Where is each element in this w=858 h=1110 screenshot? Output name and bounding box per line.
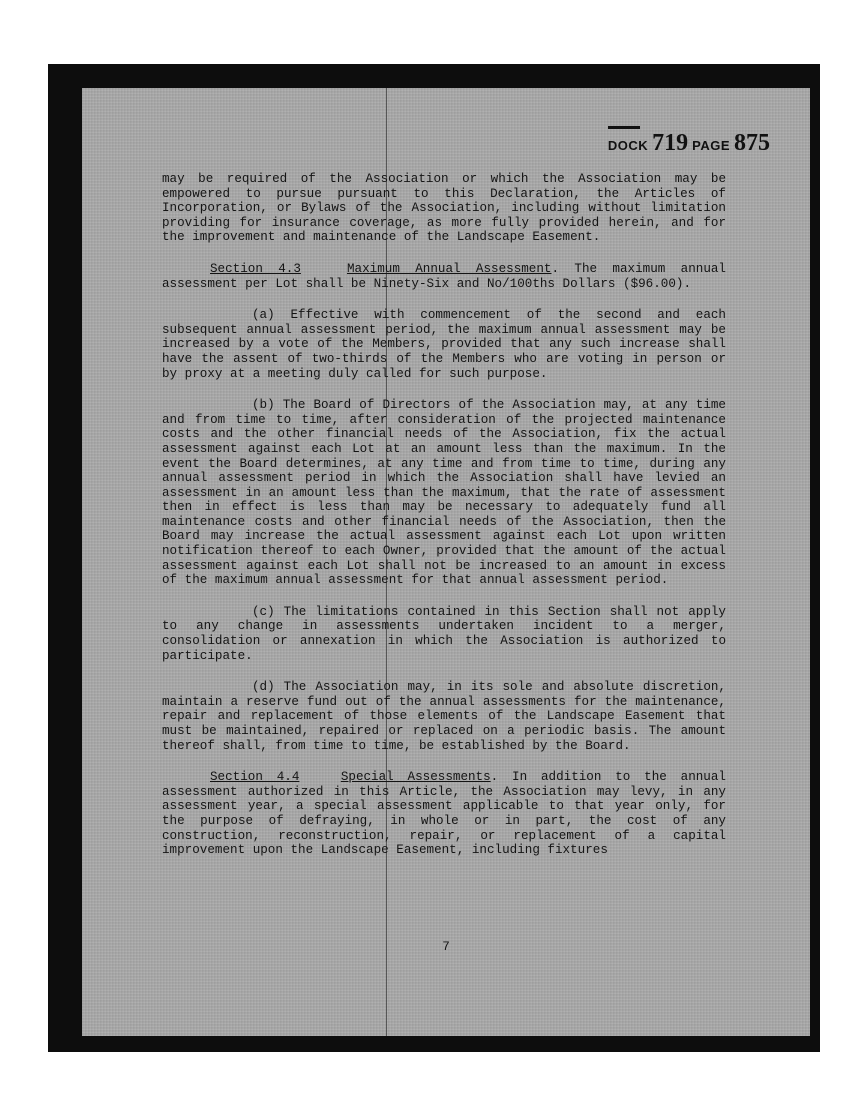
page-number: 875 [734, 130, 770, 156]
book-number: 719 [652, 130, 689, 156]
paragraph-c: (c) The limitations contained in this Section shall not apply to any change in assessments undertaken incident to a merger, consolidation or annexation in which the Association is authorized to participate. [162, 604, 726, 663]
section-4-4-title: Special Assessments [340, 770, 491, 785]
section-4-3-title: Maximum Annual Assessment [346, 261, 552, 276]
book-ref-rule [608, 126, 640, 129]
document-page [82, 88, 810, 1036]
section-4-3-body: . The maximum annual assessment per Lot shall be Ninety-Six and No/100ths Dollars ($96.00). [162, 261, 726, 291]
section-4-4-number: Section 4.4 [210, 770, 300, 785]
section-4-4 [162, 770, 726, 858]
dock-label: DOCK [607, 138, 649, 153]
document-body [162, 172, 726, 875]
footer-page-number: 7 [442, 940, 450, 954]
section-4-3 [162, 262, 726, 291]
paragraph-continuation: may be required of the Association or which the Association may be empowered to pursue pursuant to this Declaration, the Articles of Incorporation, or Bylaws of the Association, including without limitation providing for insurance coverage, as more fully provided herein, and for the improvement and maintenance of the Landscape Easement. [162, 172, 726, 245]
paragraph-a: (a) Effective with commencement of the second and each subsequent annual assessment period, the maximum annual assessment may be increased by a vote of the Members, provided that any such increase shall have the assent of two-thirds of the Members who are voting in person or by proxy at a meeting duly called for such purpose. [162, 308, 726, 381]
book-page-reference [608, 130, 770, 157]
paragraph-b: (b) The Board of Directors of the Association may, at any time and from time to time, after consideration of the projected maintenance costs and the other financial needs of the Association, fix the actual assessment against each Lot at an amount less than the maximum. In the event the Board determines, at any time and from time to time, during any annual assessment period in which the Association shall have levied an assessment in an amount less than the maximum, that the rate of assessment then in effect is less than may be necessary to adequately fund all maintenance costs and other financial needs of the Association, then the Board may increase the actual assessment against each Lot upon written notification thereof to each Owner, provided that the amount of the actual assessment against each Lot shall not be increased to an amount in excess of the maximum annual assessment for that annual assessment period. [162, 398, 726, 588]
section-4-4-body: . In addition to the annual assessment authorized in this Article, the Association may levy, in any assessment year, a special assessment applicable to that year only, for the purpose of defraying, in whole or in part, the cost of any construction, reconstruction, repair, or replacement of a capital improvement upon the Landscape Easement, including fixtures [162, 770, 726, 858]
page-label: PAGE [692, 138, 730, 153]
paragraph-d: (d) The Association may, in its sole and absolute discretion, maintain a reserve fund out of the annual assessments for the maintenance, repair and replacement of those elements of the Landscape Easement that must be maintained, repaired or replaced on a periodic basis. The amount thereof shall, from time to time, be established by the Board. [162, 680, 726, 753]
section-4-3-number: Section 4.3 [210, 261, 301, 276]
